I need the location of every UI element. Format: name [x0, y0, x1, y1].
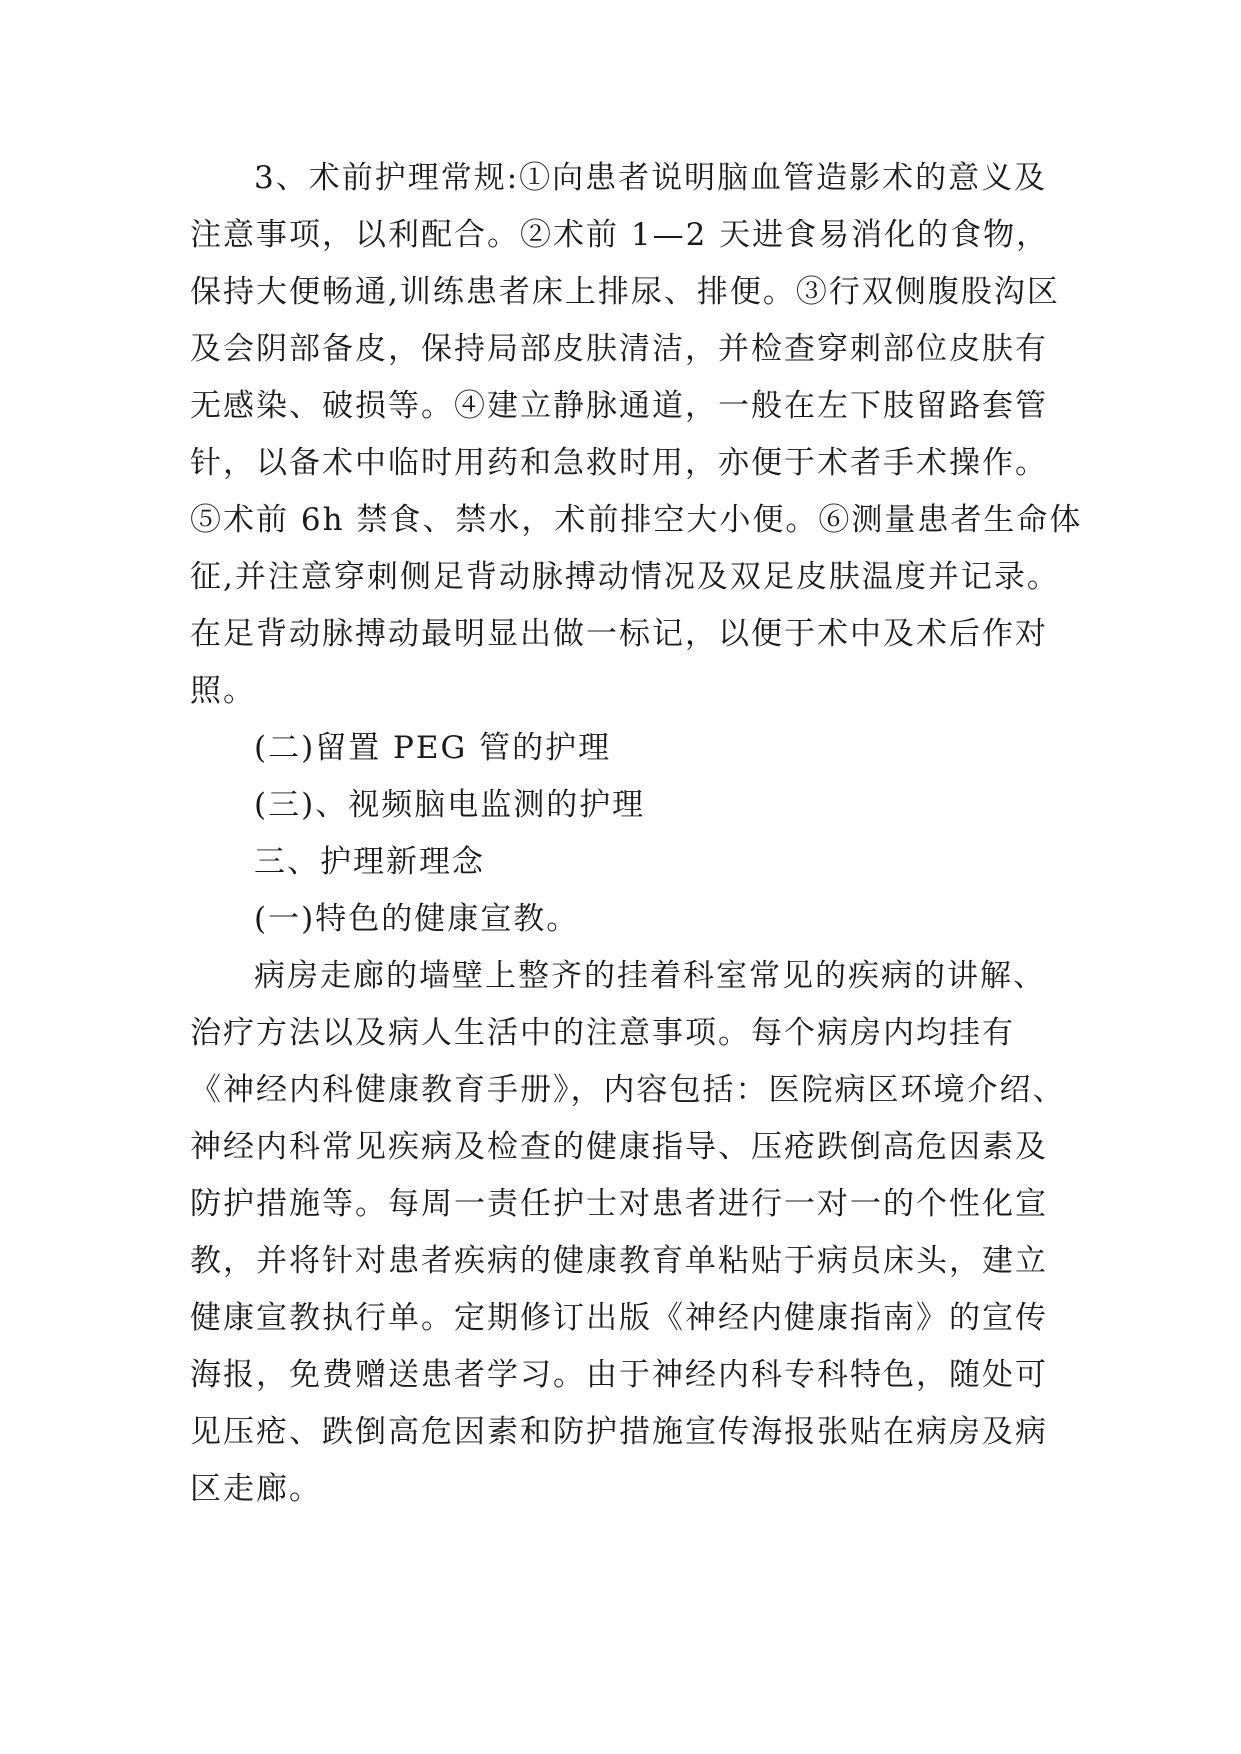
paragraph-2-line-5: 防护措施等。每周一责任护士对患者进行一对一的个性化宣 — [190, 1186, 1048, 1222]
paragraph-2-line-6: 教，并将针对患者疾病的健康教育单粘贴于病员床头，建立 — [190, 1243, 1048, 1279]
paragraph-2-line-9: 见压疮、跌倒高危因素和防护措施宣传海报张贴在病房及病 — [190, 1414, 1048, 1450]
heading-peg-care: (二)留置 PEG 管的护理 — [254, 730, 612, 766]
paragraph-1-line-5: 无感染、破损等。④建立静脉通道，一般在左下肢留路套管 — [190, 388, 1048, 424]
paragraph-2-line-8: 海报，免费赠送患者学习。由于神经内科专科特色，随处可 — [190, 1357, 1048, 1393]
paragraph-1-line-7: ⑤术前 6h 禁食、禁水，术前排空大小便。⑥测量患者生命体 — [190, 502, 1083, 538]
paragraph-1-line-3: 保持大便畅通,训练患者床上排尿、排便。③行双侧腹股沟区 — [190, 274, 1060, 310]
heading-health-education: (一)特色的健康宣教。 — [254, 901, 580, 937]
paragraph-2-line-2: 治疗方法以及病人生活中的注意事项。每个病房内均挂有 — [190, 1015, 1015, 1051]
paragraph-1-line-2: 注意事项，以利配合。②术前 1—2 天进食易消化的食物， — [190, 217, 1050, 253]
paragraph-2-line-3: 《神经内科健康教育手册》，内容包括：医院病区环境介绍、 — [190, 1072, 1066, 1108]
paragraph-2-line-4: 神经内科常见疾病及检查的健康指导、压疮跌倒高危因素及 — [190, 1129, 1048, 1165]
paragraph-1-line-8: 征,并注意穿刺侧足背动脉搏动情况及双足皮肤温度并记录。 — [190, 559, 1060, 595]
heading-nursing-concept: 三、护理新理念 — [254, 844, 485, 880]
paragraph-2-line-10: 区走廊。 — [190, 1471, 322, 1507]
paragraph-1-line-1: 3、术前护理常规:①向患者说明脑血管造影术的意义及 — [254, 160, 1048, 196]
paragraph-1-line-10: 照。 — [190, 673, 256, 709]
paragraph-2-line-1: 病房走廊的墙壁上整齐的挂着科室常见的疾病的讲解、 — [254, 958, 1046, 994]
paragraph-1-line-9: 在足背动脉搏动最明显出做一标记，以便于术中及术后作对 — [190, 616, 1048, 652]
paragraph-1-line-6: 针，以备术中临时用药和急救时用，亦便于术者手术操作。 — [190, 445, 1048, 481]
heading-eeg-care: (三)、视频脑电监测的护理 — [254, 787, 646, 823]
paragraph-2-line-7: 健康宣教执行单。定期修订出版《神经内健康指南》的宣传 — [190, 1300, 1048, 1336]
paragraph-1-line-4: 及会阴部备皮，保持局部皮肤清洁，并检查穿刺部位皮肤有 — [190, 331, 1048, 367]
